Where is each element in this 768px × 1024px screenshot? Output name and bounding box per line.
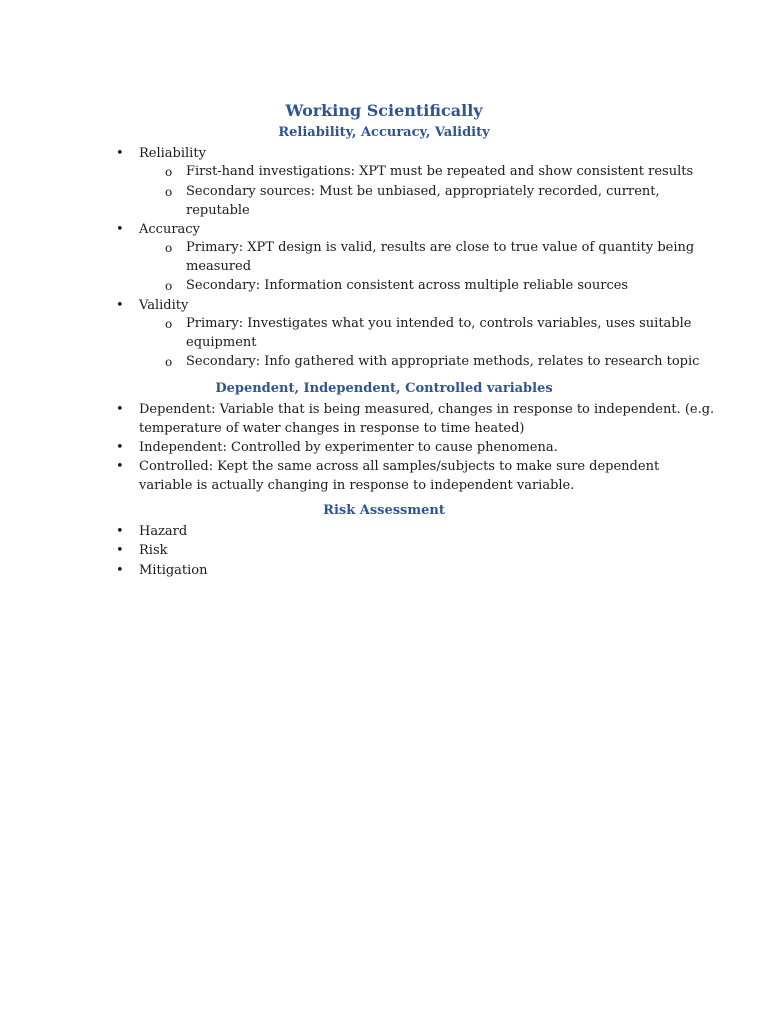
- bullet-icon: •: [116, 440, 124, 455]
- bullet-icon: •: [116, 524, 124, 539]
- heading-reliability-accuracy-validity: Reliability, Accuracy, Validity: [278, 125, 490, 140]
- reliability-secondary-line: Secondary sources: Must be unbiased, appropriately recorded, current,: [186, 184, 660, 199]
- list-item-controlled-cont: variable is actually changing in response to independent variable.: [139, 478, 575, 493]
- sub-bullet-icon: o: [165, 317, 173, 331]
- list-item-reliability: Reliability: [139, 146, 206, 161]
- accuracy-primary-line-cont: measured: [186, 259, 252, 274]
- list-item-risk: Risk: [139, 543, 168, 558]
- heading-variables: Dependent, Independent, Controlled variables: [215, 381, 553, 396]
- heading-risk-assessment: Risk Assessment: [323, 503, 445, 518]
- bullet-icon: •: [116, 459, 124, 474]
- document-title: Working Scientifically: [285, 101, 483, 120]
- reliability-first-hand-line: First-hand investigations: XPT must be repeated and show consistent results: [186, 164, 694, 179]
- bullet-icon: •: [116, 402, 124, 417]
- bullet-icon: •: [116, 146, 124, 161]
- sub-bullet-icon: o: [165, 185, 173, 199]
- sub-bullet-icon: o: [165, 241, 173, 255]
- accuracy-secondary-line: Secondary: Information consistent across multiple reliable sources: [186, 278, 629, 293]
- validity-secondary-line: Secondary: Info gathered with appropriate methods, relates to research topic: [186, 354, 700, 369]
- list-item-accuracy: Accuracy: [139, 222, 200, 237]
- list-item-independent: Independent: Controlled by experimenter to cause phenomena.: [139, 440, 558, 455]
- bullet-icon: •: [116, 222, 124, 237]
- list-item-validity: Validity: [139, 298, 189, 313]
- list-item-controlled: Controlled: Kept the same across all samples/subjects to make sure dependent: [139, 459, 660, 474]
- sub-bullet-icon: o: [165, 279, 173, 293]
- reliability-secondary-line-cont: reputable: [186, 203, 250, 218]
- list-item-mitigation: Mitigation: [139, 563, 208, 578]
- bullet-icon: •: [116, 563, 124, 578]
- sub-bullet-icon: o: [165, 355, 173, 369]
- bullet-icon: •: [116, 543, 124, 558]
- list-item-hazard: Hazard: [139, 524, 188, 539]
- validity-primary-line-cont: equipment: [186, 335, 257, 350]
- validity-primary-line: Primary: Investigates what you intended to, controls variables, uses suitable: [186, 316, 692, 331]
- bullet-icon: •: [116, 298, 124, 313]
- accuracy-primary-line: Primary: XPT design is valid, results are close to true value of quantity being: [186, 240, 695, 255]
- list-item-dependent: Dependent: Variable that is being measured, changes in response to independent. (e.g.: [139, 402, 715, 417]
- list-item-dependent-cont: temperature of water changes in response to time heated): [139, 421, 525, 436]
- sub-bullet-icon: o: [165, 165, 173, 179]
